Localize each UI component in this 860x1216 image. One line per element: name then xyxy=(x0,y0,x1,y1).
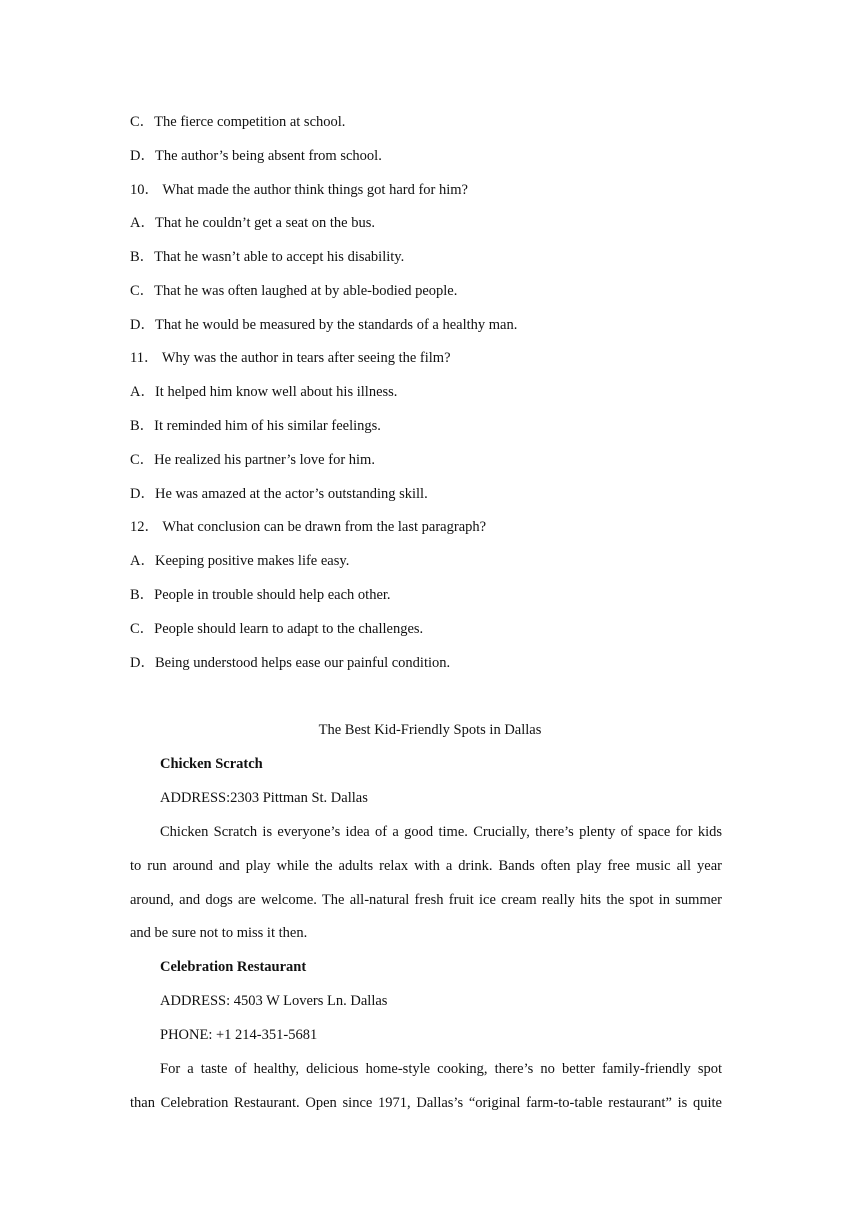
question-12: 12． What conclusion can be drawn from the last paragraph? xyxy=(130,519,487,535)
option-d-q9: D．The author’s being absent from school. xyxy=(130,148,382,164)
option-a-q10: A．That he couldn’t get a seat on the bus. xyxy=(130,215,375,231)
option-d-q11: D．He was amazed at the actor’s outstanding skill. xyxy=(130,486,428,502)
spot1-heading: Chicken Scratch xyxy=(160,756,263,772)
option-c-q11: C．He realized his partner’s love for him. xyxy=(130,452,375,468)
option-b-q11: B．It reminded him of his similar feelings. xyxy=(130,418,381,434)
option-b-q12: B．People in trouble should help each other. xyxy=(130,587,391,603)
spot2-heading: Celebration Restaurant xyxy=(160,959,307,975)
spot2-address: ADDRESS: 4503 W Lovers Ln. Dallas xyxy=(160,993,388,1009)
spot2-paragraph-line: For a taste of healthy, delicious home-style cooking, there’s no better family-friendly spot xyxy=(160,1061,722,1077)
option-d-q10: D．That he would be measured by the standards of a healthy man. xyxy=(130,317,518,333)
spot1-paragraph-line: Chicken Scratch is everyone’s idea of a good time. Crucially, there’s plenty of space for kids xyxy=(160,824,722,840)
passage-title: The Best Kid-Friendly Spots in Dallas xyxy=(318,722,542,738)
question-11: 11． Why was the author in tears after seeing the film? xyxy=(130,350,451,366)
option-c-q10: C．That he was often laughed at by able-bodied people. xyxy=(130,283,458,299)
option-c-q9: C．The fierce competition at school. xyxy=(130,114,346,130)
spot1-paragraph-line: and be sure not to miss it then. xyxy=(130,925,308,941)
spot1-paragraph-line: to run around and play while the adults relax with a drink. Bands often play free music all year xyxy=(130,858,722,874)
spot1-paragraph-line: around, and dogs are welcome. The all-natural fresh fruit ice cream really hits the spot in summer xyxy=(130,892,722,908)
spot1-address: ADDRESS:2303 Pittman St. Dallas xyxy=(160,790,368,806)
option-c-q12: C．People should learn to adapt to the challenges. xyxy=(130,621,424,637)
option-d-q12: D．Being understood helps ease our painful condition. xyxy=(130,655,451,671)
spot2-phone: PHONE: +1 214-351-5681 xyxy=(160,1027,318,1043)
spot2-paragraph-line: than Celebration Restaurant. Open since 1971, Dallas’s “original farm-to-table restaurant” is quite xyxy=(130,1095,722,1111)
option-a-q12: A．Keeping positive makes life easy. xyxy=(130,553,350,569)
question-10: 10． What made the author think things got hard for him? xyxy=(130,182,468,198)
option-b-q10: B．That he wasn’t able to accept his disability. xyxy=(130,249,405,265)
option-a-q11: A．It helped him know well about his illness. xyxy=(130,384,398,400)
